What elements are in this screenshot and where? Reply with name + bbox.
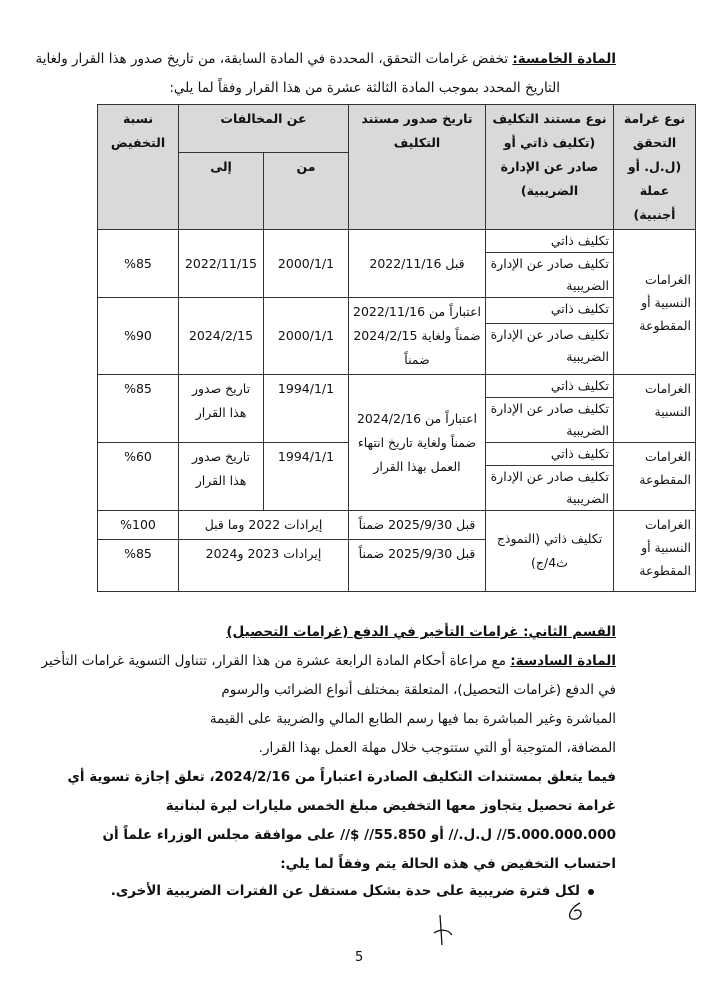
cell-to: 2022/11/15 [179,230,264,298]
article5-line1: المادة الخامسة: تخفض غرامات التحقق، المحددة في المادة السابقة، من تاريخ صدور هذا القرار ولغاية [35,51,616,67]
cell-date: قبل 2025/9/30 ضمناً [349,540,486,592]
cell-type: الغرامات النسبية أو المقطوعة [614,511,696,592]
signature-icon [420,895,600,955]
cell-pct: %100 [98,511,179,540]
cell-pct: %85 [98,540,179,592]
cell-self: تكليف ذاتي [486,230,614,253]
bullet-item: لكل فترة ضريبية على حدة بشكل مستقل عن الفترات الضريبية الأخرى. [110,883,580,899]
cell-admin: تكليف صادر عن الإدارة الضريبية [486,324,614,375]
cell-self: تكليف ذاتي [486,298,614,324]
article6-line1: المادة السادسة: مع مراعاة أحكام المادة الرابعة عشرة من هذا القرار، تتناول التسوية غرامات التأخير [41,653,616,669]
cell-to: تاريخ صدور هذا القرار [179,443,264,511]
cell-type: الغرامات النسبية [614,375,696,443]
cell-admin: تكليف صادر عن الإدارة الضريبية [486,466,614,511]
reduction-table [97,104,696,592]
cell-self: تكليف ذاتي [486,443,614,466]
header-reduction: نسبة التخفيض [98,105,179,230]
cell-date: اعتباراً من 2024/2/16 ضمناً ولغاية تاريخ انتهاء العمل بهذا القرار [349,375,486,511]
page-number: 5 [355,950,364,965]
header-violations: عن المخالفات [179,105,349,153]
cell-to: تاريخ صدور هذا القرار [179,375,264,443]
cell-type: الغرامات النسبية أو المقطوعة [614,230,696,375]
article6-line4: المضافة، المتوجبة أو التي ستتوجب خلال مهلة العمل بهذا القرار. [258,740,616,756]
cell-pct: %60 [98,443,179,511]
section2-title: القسم الثاني: غرامات التأخير في الدفع (غرامات التحصيل) [226,624,616,640]
cell-self: تكليف ذاتي (النموذج ث4/ج) [486,511,614,592]
cell-admin: تكليف صادر عن الإدارة الضريبية [486,253,614,298]
header-penalty-type: نوع غرامة التحقق (ل.ل. أو عملة أجنبية) [614,105,696,230]
cell-from: 1994/1/1 [264,443,349,511]
article6-line7: 5.000.000.000// ل.ل.// أو 55.850// $// على موافقة مجلس الوزراء علماً أن [102,827,616,843]
cell-date: قبل 2022/11/16 [349,230,486,298]
cell-date: اعتباراً من 2022/11/16 ضمناً ولغاية 2024/2/15 ضمناً [349,298,486,375]
header-from: من [264,153,349,230]
cell-pct: %85 [98,230,179,298]
header-assessment-type: نوع مستند التكليف (تكليف ذاتي أو صادر عن الإدارة الضريبية) [486,105,614,230]
cell-to: 2024/2/15 [179,298,264,375]
cell-type: الغرامات المقطوعة [614,443,696,511]
cell-admin: تكليف صادر عن الإدارة الضريبية [486,398,614,443]
header-issue-date: تاريخ صدور مستند التكليف [349,105,486,230]
cell-from: 2000/1/1 [264,230,349,298]
article6-line2: في الدفع (غرامات التحصيل)، المتعلقة بمختلف أنواع الضرائب والرسوم [221,682,616,698]
article5-line2: التاريخ المحدد بموجب المادة الثالثة عشرة من هذا القرار وفقاً لما يلي: [169,80,560,96]
article6-line8: احتساب التخفيض في هذه الحالة يتم وفقاً لما يلي: [280,856,616,872]
cell-from: 1994/1/1 [264,375,349,443]
cell-pct: %90 [98,298,179,375]
cell-self: تكليف ذاتي [486,375,614,398]
cell-from: 2000/1/1 [264,298,349,375]
cell-date: قبل 2025/9/30 ضمناً [349,511,486,540]
header-to: إلى [179,153,264,230]
article6-title: المادة السادسة: [510,653,616,669]
article6-line3: المباشرة وغير المباشرة بما فيها رسم الطابع المالي والضريبة على القيمة [209,711,616,727]
cell-range: إيرادات 2022 وما قبل [179,511,349,540]
article6-line5: فيما يتعلق بمستندات التكليف الصادرة اعتباراً من 2024/2/16، تعلق إجازة تسوية أي [67,769,616,785]
cell-range: إيرادات 2023 و2024 [179,540,349,592]
cell-pct: %85 [98,375,179,443]
article5-title: المادة الخامسة: [512,51,616,67]
article6-line6: غرامة تحصيل يتجاوز معها التخفيض مبلغ الخمس مليارات ليرة لبنانية [165,798,616,814]
